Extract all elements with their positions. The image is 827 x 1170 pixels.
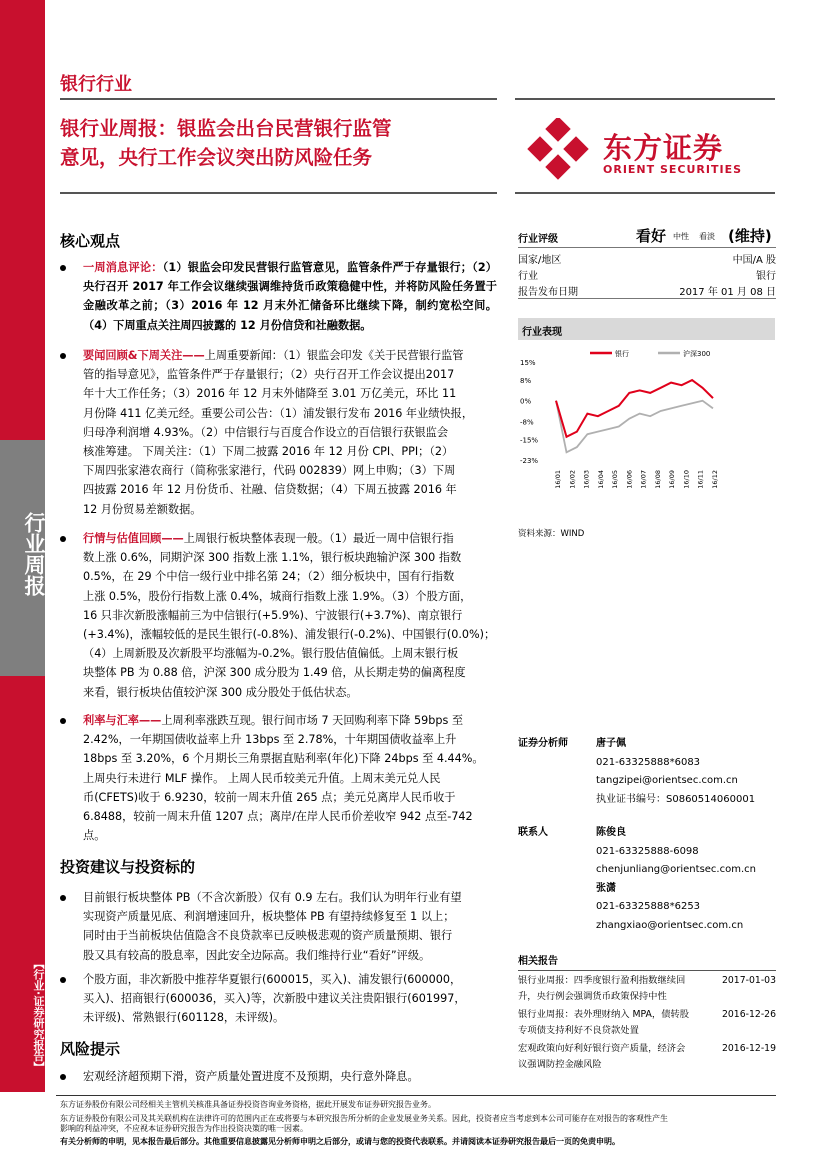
x-tick-label: 16/03	[582, 470, 591, 489]
bullet-icon	[60, 718, 66, 724]
analyst-block: 证券分析师 唐子佩 021-63325888*6083 tangzipei@orientsec.com.cn 执业证书编号：S0860514060001	[518, 738, 756, 805]
chart-source: 资料来源：WIND	[518, 529, 585, 539]
y-tick-label: -8%	[520, 418, 534, 427]
x-tick-label: 16/06	[625, 470, 634, 489]
rating-option: 看淡	[699, 232, 715, 241]
related-item[interactable]: 银行业周报：表外理财纳入 MPA，债转股 专项债支持利好不良贷款处置 2016-12-26	[518, 1009, 776, 1036]
report-type-tab	[0, 440, 45, 676]
core-point-3: 行情与估值回顾——上周银行板块整体表现一般。（1）最近一周中信银行指 数上涨 0.6%，同期沪深 300 指数上涨 1.1%，银行板块跑输沪深 300 指数 0.5%，在 29 个中信一级行业中排名第 24；（2）细分板块中，国有行指数 上涨 0.5%，股份行指数上涨 0.4%，城商行指数上涨 1.9%。（3）个股方面， 16 只非次新股涨幅前三为中信银行(+5.9%)、宁波银行(+3.7%)、南京银行 (+3.4%)，涨幅较低的是民生银行(-0.8%)、浦发银行(-0.2%)、中国银行(0.0%)； （4）上周新股及次新股平均涨幅为-0.2%。银行股估值偏低。上周末银行板 块整体 PB 为 0.88 倍，沪深 300 成分股为 1.49 倍，从长期走势的偏离程度 来看，银行板块估值较沪深 300 成分股处于低估状态。	[83, 532, 496, 699]
y-tick-label: -23%	[520, 457, 539, 465]
perf-heading: 行业表现	[522, 327, 562, 338]
footer-disclaimer: 东方证券股份有限公司经相关主管机关核准具备证券投资咨询业务资格，据此开展发布证券研究报告业务。 东方证券股份有限公司及其关联机构在法律许可的范围内正在或将要与本研究报告所分析的企业发展业务关系。因此，投资者应当考虑到本公司可能存在对报告的客观性产生 影响的利益冲突，不应视本证券研究报告为作出投资决策的唯一因素。 有关分析师的申明，见本报告最后部分。其他重要信息披露见分析师申明之后部分，或请与您的投资代表联系。并请阅读本证券研究报告最后一页的免责申明。	[60, 1100, 668, 1146]
footer-divider	[56, 1095, 776, 1096]
x-tick-label: 16/07	[639, 470, 648, 489]
core-point-2: 要闻回顾&下周关注——上周重要新闻：（1）银监会印发《关于民营银行监管 管的指导意见》，监管条件严于存量银行；（2）央行召开工作会议提出2017 年十大工作任务；（3）2016 年 12 月末外储降至 3.01 万亿美元，环比 11 月份降 411 亿美元经。重要公司公告：（1）浦发银行发布 2016 年业绩快报， 归母净利润增 4.93%。（2）中信银行与百度合作设立的百信银行获银监会 核准筹建。 下周关注：（1）下周二披露 2016 年 12 月份 CPI、PPI；（2） 下周四张家港农商行（简称张家港行，代码 002839）网上申购；（3）下周 四披露 2016 年 12 月份货币、社融、信贷数据；（4）下周五披露 2016 年 12 月份贸易差额数据。	[83, 349, 474, 516]
invest-point-1: 目前银行板块整体 PB（不含次新股）仅有 0.9 左右。我们认为明年行业有望 实现资产质量见底、利润增速回升，板块整体 PB 有望持续修复至 1 以上； 同时由于当前板块估值隐含不良贷款率已反映极悲观的资产质量预期、银行 股又具有较高的股息率，因此安全边际高。我们维持行业“看好”评级。	[83, 891, 462, 962]
report-title: 银行业周报：银监会出台民营银行监管 意见，央行工作会议突出防风险任务	[60, 117, 392, 169]
bullet-icon	[60, 1074, 66, 1080]
rating-status: (维持)	[728, 227, 772, 245]
rating-value: 看好	[636, 227, 667, 245]
y-tick-label: 8%	[520, 377, 532, 386]
perf-header-bar	[518, 318, 775, 340]
legend-label: 沪深300	[683, 350, 711, 358]
orient-logo-icon	[527, 118, 597, 182]
rating-table: 行业评级 看好 中性 看淡 (维持) 国家/地区 中国/A 股 行业 银行 报告发布日期 2017 年 01 月 08 日	[518, 227, 776, 298]
related-item[interactable]: 宏观政策向好利好银行资产质量，经济会 议强调防控金融风险 2016-12-19	[518, 1043, 776, 1070]
risk-heading: 风险提示	[60, 1040, 121, 1058]
x-tick-label: 16/09	[668, 470, 677, 489]
invest-heading: 投资建议与投资标的	[60, 858, 196, 876]
core-point-4: 利率与汇率——上周利率涨跌互现。银行间市场 7 天回购利率下降 59bps 至 2.42%，一年期国债收益率上升 13bps 至 2.78%，十年期国债收益率上升 18bps 至 3.20%，6 个月期长三角票据直贴利率(年化)下降 24bps 至 4.44%。 上周央行未进行 MLF 操作。 上周人民币较美元升值。上周末美元兑人民 币(CFETS)收于 6.9230，较前一周末升值 265 点；美元兑离岸人民币收于 6.8488，较前一周末升值 1207 点；离岸/在岸人民币价差收窄 942 点至-742 点。	[83, 714, 484, 843]
bullet-icon	[60, 265, 66, 271]
contact-block: 联系人 陈俊良 021-63325888-6098 chenjunliang@orientsec.com.cn 张潇 021-63325888*6253 zhangxiao@orientsec.com.cn	[518, 827, 756, 931]
x-tick-label: 16/02	[568, 470, 577, 489]
sector-label: 银行行业	[60, 74, 132, 95]
core-heading: 核心观点	[60, 232, 121, 250]
x-tick-label: 16/12	[711, 470, 719, 489]
x-tick-label: 16/05	[611, 470, 620, 489]
title-divider	[60, 192, 497, 194]
bullet-icon	[60, 895, 66, 901]
related-reports	[518, 952, 776, 1075]
y-tick-label: -15%	[520, 436, 539, 445]
brand-name: 东方证券	[603, 131, 724, 165]
x-tick-label: 16/08	[653, 470, 662, 489]
y-tick-label: 15%	[520, 359, 536, 367]
x-tick-label: 16/04	[596, 470, 605, 489]
rating-option: 中性	[673, 232, 689, 241]
x-tick-label: 16/01	[554, 470, 562, 489]
x-tick-label: 16/10	[682, 470, 691, 489]
report-category-label: 【行业·证券研究报告】	[32, 958, 45, 1073]
bullet-icon	[60, 353, 66, 359]
rating-label: 行业评级	[518, 234, 558, 245]
bullet-icon	[60, 977, 66, 983]
title-divider-right	[515, 192, 775, 194]
header-divider	[60, 98, 497, 100]
core-point-1: 一周消息评论：（1）银监会印发民营银行监管意见，监管条件严于存量银行；（2）央行召开 2017 年工作会议继续强调维持货币政策稳健中性，并将防风险任务置于金融改革之前；（3）2016 年 12 月末外汇储备环比继续下降，制约宽松空间。（4）下周重点关注周四披露的 12 月份信贷和社融数据。	[83, 261, 497, 332]
perf-chart	[518, 342, 776, 517]
related-heading: 相关报告	[518, 956, 558, 967]
risk-text: 宏观经济超预期下滑，资产质量处置进度不及预期，央行意外降息。	[83, 1070, 419, 1083]
y-tick-label: 0%	[520, 397, 532, 406]
x-tick-label: 16/11	[696, 470, 705, 489]
header-divider-right	[515, 98, 775, 100]
series-line-bank	[556, 380, 713, 437]
legend-label: 银行	[615, 350, 629, 358]
brand-name-en: ORIENT SECURITIES	[603, 163, 743, 176]
invest-point-2: 个股方面，非次新股中推荐华夏银行(600015，买入)、浦发银行(600000， 买入)、招商银行(600036，买入)等，次新股中建议关注贵阳银行(601997， 未评级)、常熟银行(601128，未评级)。	[83, 973, 466, 1025]
report-type-label: 行业周报	[22, 512, 46, 596]
related-item[interactable]: 银行业周报：四季度银行盈利指数继续回 升，央行例会强调货币政策保持中性 2017-01-03	[518, 975, 776, 1002]
bullet-icon	[60, 536, 66, 542]
